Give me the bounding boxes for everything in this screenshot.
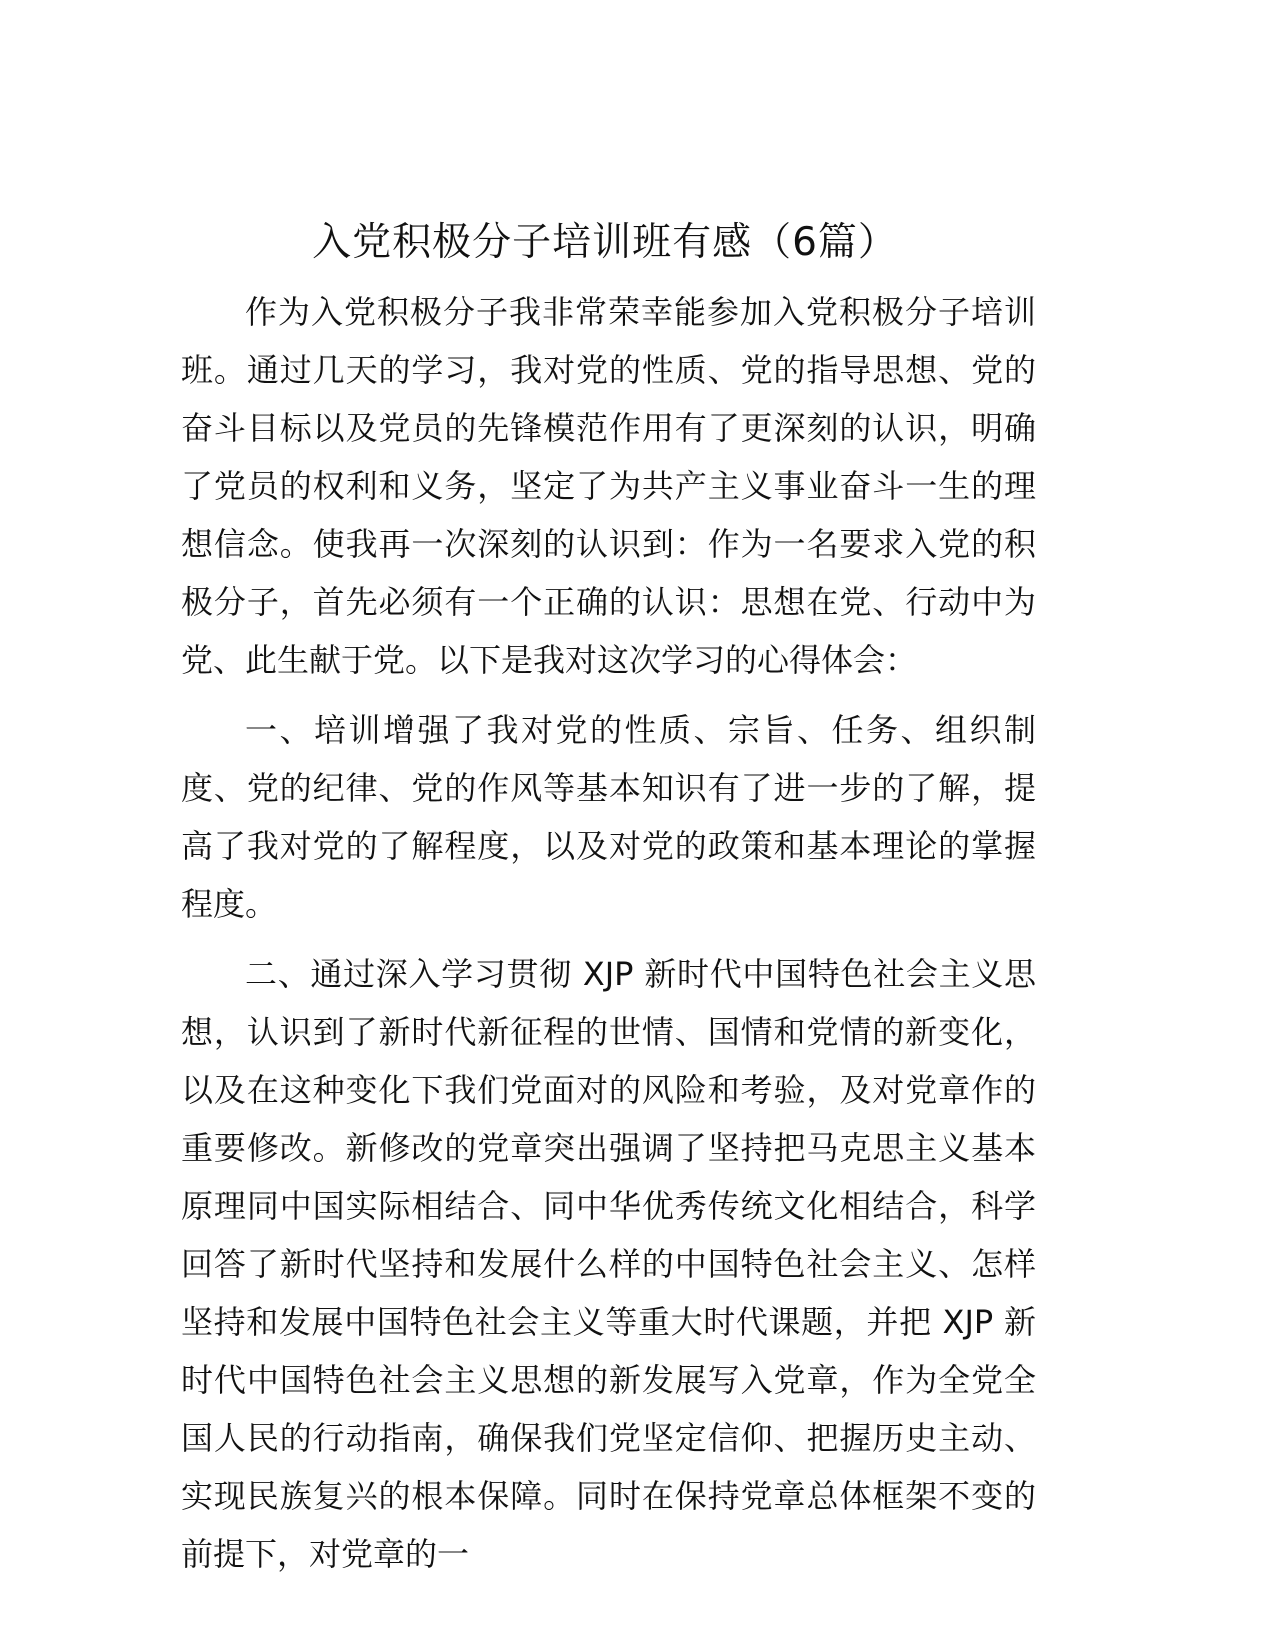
paragraph-intro: 作为入党积极分子我非常荣幸能参加入党积极分子培训班。通过几天的学习，我对党的性质、党的指导思想、党的奋斗目标以及党员的先锋模范作用有了更深刻的认识，明确了党员的权利和义务，坚定了为共产主义事业奋斗一生的理想信念。使我再一次深刻的认识到：作为一名要求入党的积极分子，首先必须有一个正确的认识：思想在党、行动中为党、此生献于党。以下是我对这次学习的心得体会： <box>181 293 1036 679</box>
paragraph-point-two: 二、通过深入学习贯彻 XJP 新时代中国特色社会主义思想，认识到了新时代新征程的世情、国情和党情的新变化，以及在这种变化下我们党面对的风险和考验，及对党章作的重要修改。新修改的党章突出强调了坚持把马克思主义基本原理同中国实际相结合、同中华优秀传统文化相结合，科学回答了新时代坚持和发展什么样的中国特色社会主义、怎样坚持和发展中国特色社会主义等重大时代课题，并把 XJP 新时代中国特色社会主义思想的新发展写入党章，作为全党全国人民的行动指南，确保我们党坚定信仰、把握历史主动、实现民族复兴的根本保障。同时在保持党章总体框架不变的前提下，对党章的一 <box>181 955 1036 1573</box>
paragraph-point-one: 一、培训增强了我对党的性质、宗旨、任务、组织制度、党的纪律、党的作风等基本知识有了进一步的了解，提高了我对党的了解程度，以及对党的政策和基本理论的掌握程度。 <box>181 711 1036 923</box>
document-body <box>181 283 1036 1595</box>
document-title: 入党积极分子培训班有感（6篇） <box>312 220 898 265</box>
